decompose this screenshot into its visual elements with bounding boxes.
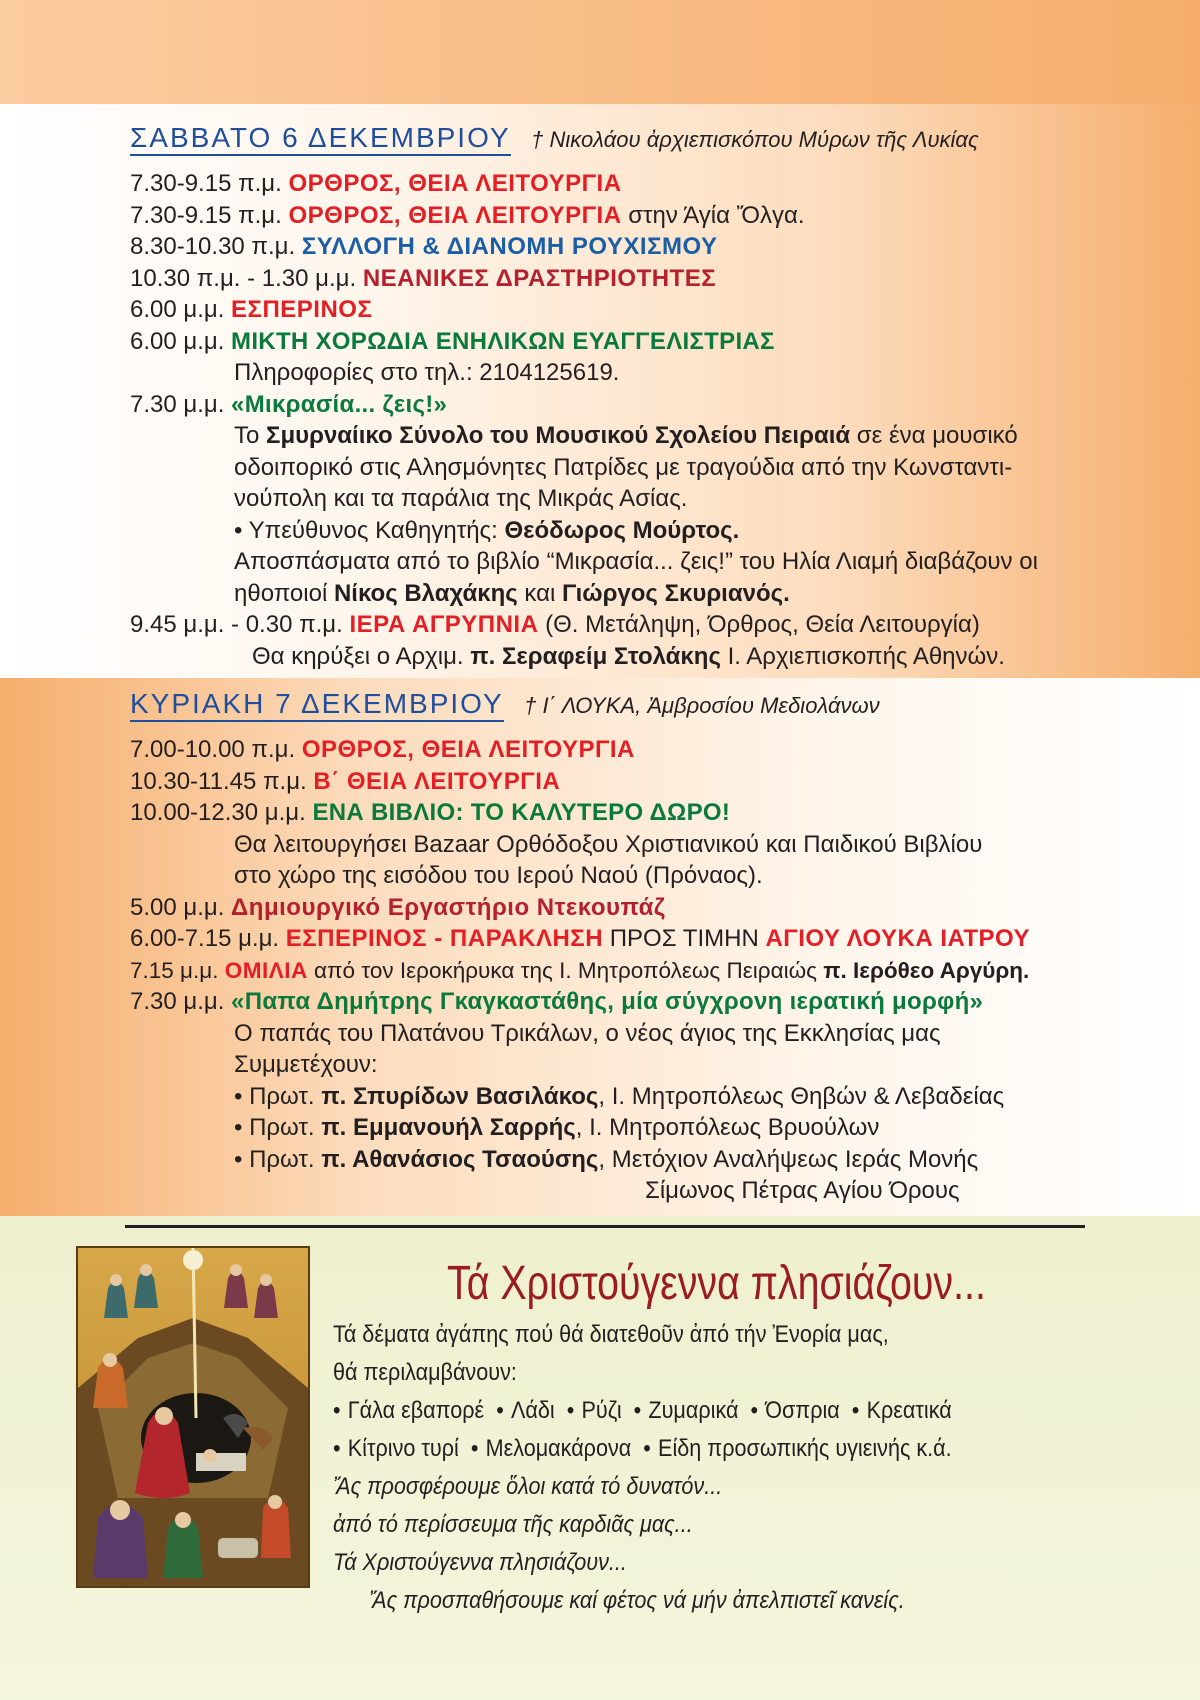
ensemble-name: Σμυρναίικο Σύνολο του Μουσικού Σχολείου Πειραιά <box>266 422 851 449</box>
text: ΠΡΟΣ ΤΙΜΗΝ <box>603 925 766 952</box>
gift-item: Κρεατικά <box>866 1397 952 1424</box>
saturday-header <box>130 122 979 162</box>
sunday-schedule <box>130 734 1090 1207</box>
text: , Ι. Μητροπόλεως Βρυούλων <box>575 1114 880 1141</box>
items-line-1 <box>333 1392 1017 1430</box>
italic-line: Ἄς προσπαθήσουμε καί φέτος νά μήν ἀπελπιστεῖ κανείς. <box>369 1587 905 1614</box>
saint-name: ΑΓΙΟΥ ΛΟΥΚΑ ΙΑΤΡΟΥ <box>765 925 1031 952</box>
schedule-line <box>130 294 1090 326</box>
christmas-title: Τά Χριστούγεννα πλησιάζουν... <box>447 1257 986 1310</box>
event: «Μικρασία... ζεις!» <box>231 390 448 418</box>
time: 7.30-9.15 π.μ. <box>130 201 282 229</box>
time: 10.30-11.45 π.μ. <box>130 767 307 795</box>
participant-name: π. Εμμανουήλ Σαρρής <box>321 1114 576 1141</box>
participant-line <box>130 1112 1090 1144</box>
participant-name: π. Αθανάσιος Τσαούσης <box>321 1145 599 1173</box>
bullet: • <box>560 1397 575 1424</box>
top-orange-bar <box>0 0 1200 104</box>
text: ηθοποιοί <box>234 579 334 607</box>
time: 6.00 μ.μ. <box>130 327 225 355</box>
nativity-icon-image <box>76 1246 310 1588</box>
sunday-header <box>130 688 880 728</box>
bullet: • <box>845 1397 860 1424</box>
gift-item: Κίτρινο τυρί <box>347 1435 459 1462</box>
event: ΕΣΠΕΡΙΝΟΣ - ΠΑΡΑΚΛΗΣΗ <box>285 925 604 952</box>
saturday-schedule <box>130 168 1090 672</box>
text: Το <box>234 422 267 449</box>
description-line: στο χώρο της εισόδου του Ιερού Ναού (Πρόναος). <box>234 862 763 889</box>
schedule-line <box>130 609 1090 641</box>
schedule-line <box>130 892 1090 924</box>
time: 7.15 μ.μ. <box>130 957 219 983</box>
bullet: • <box>744 1397 759 1424</box>
description-line <box>130 515 1090 547</box>
text: , Μετόχιον Αναλήψεως Ιεράς Μονής <box>598 1145 979 1173</box>
description-line: Αποσπάσματα από το βιβλίο “Μικρασία... ζεις!” του Ηλία Λιαμή διαβάζουν οι <box>234 548 1038 575</box>
gift-item: Όσπρια <box>765 1397 840 1424</box>
time: 9.45 μ.μ. - 0.30 π.μ. <box>130 611 343 638</box>
description-line <box>130 420 1090 452</box>
items-line-2 <box>333 1430 1017 1468</box>
description-line: Συμμετέχουν: <box>234 1051 378 1078</box>
schedule-line <box>130 389 1090 421</box>
schedule-line <box>130 797 1090 829</box>
section-divider <box>125 1225 1085 1228</box>
text: • Πρωτ. <box>234 1082 322 1110</box>
christmas-text <box>333 1316 1093 1620</box>
time: 7.30 μ.μ. <box>130 390 225 418</box>
text: • Υπεύθυνος Καθηγητής: <box>234 516 505 544</box>
description-line: Θα λειτουργήσει Bazaar Ορθόδοξου Χριστιανικού και Παιδικού Βιβλίου <box>234 830 983 858</box>
preacher-line <box>130 641 1090 673</box>
time: 10.00-12.30 μ.μ. <box>130 799 306 826</box>
saturday-day-title: ΣΑΒΒΑΤΟ 6 ΔΕΚΕΜΒΡΙΟΥ <box>130 122 511 156</box>
time: 6.00-7.15 μ.μ. <box>130 925 280 952</box>
description-line: νούπολη και τα παράλια της Μικράς Ασίας. <box>234 485 688 512</box>
event: ΟΡΘΡΟΣ, ΘΕΙΑ ΛΕΙΤΟΥΡΓΙΑ <box>301 736 635 763</box>
text: • Πρωτ. <box>234 1114 322 1141</box>
event: ΜΙΚΤΗ ΧΟΡΩΔΙΑ ΕΝΗΛΙΚΩΝ ΕΥΑΓΓΕΛΙΣΤΡΙΑΣ <box>231 327 775 355</box>
text: Θα κηρύξει ο Αρχιμ. <box>252 642 471 670</box>
event: «Παπα Δημήτρης Γκαγκαστάθης, μία σύγχρονη ιερατική μορφή» <box>231 988 984 1015</box>
event: ΟΜΙΛΙΑ <box>224 957 308 983</box>
text-line: θά περιλαμβάνουν: <box>333 1359 517 1386</box>
event: ΟΡΘΡΟΣ, ΘΕΙΑ ΛΕΙΤΟΥΡΓΙΑ <box>288 201 622 229</box>
time: 8.30-10.30 π.μ. <box>130 233 296 260</box>
text-line: Τά δέματα ἀγάπης πού θά διατεθοῦν ἀπό τήν Ἐνορία μας, <box>333 1321 889 1348</box>
gift-item: Γάλα εβαπορέ <box>347 1397 485 1424</box>
event: ΙΕΡΑ ΑΓΡΥΠΝΙΑ <box>349 611 539 638</box>
schedule-line <box>130 168 1090 200</box>
gift-item: Λάδι <box>510 1397 555 1424</box>
place: στην Άγία Ὄλγα. <box>628 201 805 229</box>
gift-item: Μελομακάρονα <box>485 1435 632 1462</box>
event: Δημιουργικό Εργαστήριο Ντεκουπάζ <box>231 893 666 921</box>
event: ΕΝΑ ΒΙΒΛΙΟ: ΤΟ ΚΑΛΥΤΕΡΟ ΔΩΡΟ! <box>312 799 731 826</box>
event: ΝΕΑΝΙΚΕΣ ΔΡΑΣΤΗΡΙΟΤΗΤΕΣ <box>362 264 717 292</box>
participant-line <box>130 1144 1090 1176</box>
description-line: οδοιπορικό στις Αλησμόνητες Πατρίδες με τραγούδια από την Κωνσταντι- <box>234 453 1013 481</box>
time: 7.00-10.00 π.μ. <box>130 736 296 763</box>
event: ΕΣΠΕΡΙΝΟΣ <box>231 296 373 323</box>
bullet: • <box>464 1435 479 1462</box>
preacher-name: π. Ιερόθεο Αργύρη. <box>823 957 1030 983</box>
time: 5.00 μ.μ. <box>130 893 225 921</box>
italic-line: Ἄς προσφέρουμε ὅλοι κατά τό δυνατόν... <box>333 1473 723 1500</box>
info-line: Πληροφορίες στο τηλ.: 2104125619. <box>234 359 620 386</box>
event: Β΄ ΘΕΙΑ ΛΕΙΤΟΥΡΓΙΑ <box>313 767 561 795</box>
schedule-line <box>130 231 1090 263</box>
italic-line: Τά Χριστούγεννα πλησιάζουν... <box>333 1549 627 1576</box>
bullet: • <box>490 1397 504 1424</box>
schedule-line <box>130 955 1090 987</box>
text: από τον Ιεροκήρυκα της Ι. Μητροπόλεως Πειραιώς <box>307 957 824 983</box>
actor-name: Γιώργος Σκυριανός. <box>561 579 790 607</box>
bullet: • <box>333 1397 341 1424</box>
text: , Ι. Μητροπόλεως Θηβών & Λεβαδείας <box>598 1082 1005 1110</box>
actor-name: Νίκος Βλαχάκης <box>333 579 518 607</box>
time: 7.30 μ.μ. <box>130 988 225 1015</box>
schedule-line <box>130 326 1090 358</box>
gift-item: Ρύζι <box>581 1397 622 1424</box>
text: Ι. Αρχιεπισκοπής Αθηνών. <box>720 642 1005 670</box>
bullet: • <box>627 1397 642 1424</box>
time: 6.00 μ.μ. <box>130 296 225 323</box>
event: ΟΡΘΡΟΣ, ΘΕΙΑ ΛΕΙΤΟΥΡΓΙΑ <box>288 170 622 197</box>
saturday-feast: † Νικολάου ἀρχιεπισκόπου Μύρων τῆς Λυκίας <box>531 127 979 152</box>
bullet: • <box>333 1435 341 1462</box>
schedule-line <box>130 263 1090 295</box>
time: 7.30-9.15 π.μ. <box>130 170 282 197</box>
schedule-line <box>130 734 1090 766</box>
description-line: Ο παπάς του Πλατάνου Τρικάλων, ο νέος άγιος της Εκκλησίας μας <box>234 1019 941 1047</box>
time: 10.30 π.μ. - 1.30 μ.μ. <box>130 264 357 292</box>
schedule-line <box>130 200 1090 232</box>
schedule-line <box>130 923 1090 955</box>
bullet: • <box>637 1435 651 1462</box>
text: • Πρωτ. <box>234 1145 322 1173</box>
text: σε ένα μουσικό <box>850 422 1018 449</box>
gift-item: Είδη προσωπικής υγιεινής κ.ά. <box>658 1435 952 1462</box>
schedule-line <box>130 766 1090 798</box>
schedule-line <box>130 986 1090 1018</box>
detail: (Θ. Μετάληψη, Όρθρος, Θεία Λειτουργία) <box>538 611 980 638</box>
sunday-feast: † Ι΄ ΛΟΥΚΑ, Ἀμβροσίου Μεδιολάνων <box>524 693 880 718</box>
preacher-name: π. Σεραφείμ Στολάκης <box>470 642 721 670</box>
event: ΣΥΛΛΟΓΗ & ΔΙΑΝΟΜΗ ΡΟΥΧΙΣΜΟΥ <box>301 233 718 260</box>
teacher-name: Θεόδωρος Μούρτος. <box>504 516 740 544</box>
participant-line <box>130 1081 1090 1113</box>
participant-name: π. Σπυρίδων Βασιλάκος <box>321 1082 599 1110</box>
participant-line-cont: Σίμωνος Πέτρας Αγίου Όρους <box>645 1177 960 1204</box>
gift-item: Ζυμαρικά <box>648 1397 739 1424</box>
sunday-day-title: ΚΥΡΙΑΚΗ 7 ΔΕΚΕΜΒΡΙΟΥ <box>130 688 504 722</box>
description-line <box>130 578 1090 610</box>
text: και <box>517 579 562 607</box>
italic-line: ἀπό τό περίσσευμα τῆς καρδιᾶς μας... <box>333 1511 693 1538</box>
